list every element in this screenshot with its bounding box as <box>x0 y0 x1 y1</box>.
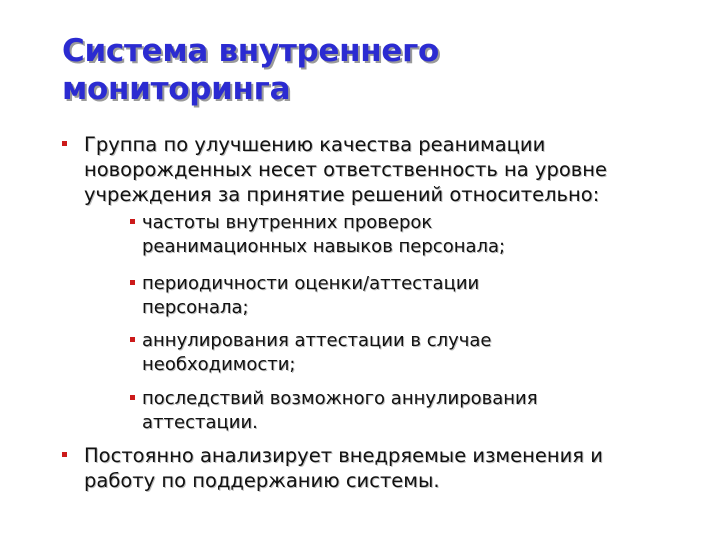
sub-bullet-text <box>142 272 479 320</box>
bullet-line: работу по поддержанию системы. <box>84 469 440 492</box>
square-bullet-icon <box>130 395 135 400</box>
title-line: мониторинга <box>62 71 291 107</box>
sub-bullet-item <box>130 272 479 320</box>
bullet-line: аттестации. <box>142 412 258 433</box>
slide-title <box>62 32 662 108</box>
bullet-line: реанимационных навыков персонала; <box>142 236 506 257</box>
square-bullet-icon <box>130 337 135 342</box>
square-bullet-icon <box>62 141 67 146</box>
bullet-line: новорожденных несет ответственность на уровне <box>84 158 608 181</box>
bullet-item <box>62 443 603 493</box>
sub-bullet-text <box>142 329 492 377</box>
bullet-line: необходимости; <box>142 354 296 375</box>
bullet-line: последствий возможного аннулирования <box>142 388 538 409</box>
bullet-text <box>84 132 607 207</box>
bullet-line: Постоянно анализирует внедряемые изменения и <box>84 444 603 467</box>
sub-bullet-item <box>130 329 492 377</box>
sub-bullet-item <box>130 211 505 259</box>
square-bullet-icon <box>130 280 135 285</box>
sub-bullet-item <box>130 387 538 435</box>
bullet-line: учреждения за принятие решений относительно: <box>84 183 600 206</box>
sub-bullet-text <box>142 387 538 435</box>
square-bullet-icon <box>62 452 67 457</box>
sub-bullet-text <box>142 211 505 259</box>
bullet-line: Группа по улучшению качества реанимации <box>84 133 546 156</box>
square-bullet-icon <box>130 219 135 224</box>
bullet-item <box>62 132 607 207</box>
bullet-line: частоты внутренних проверок <box>142 212 433 233</box>
bullet-text <box>84 443 603 493</box>
title-line: Система внутреннего <box>62 33 439 69</box>
bullet-line: персонала; <box>142 297 249 318</box>
bullet-line: периодичности оценки/аттестации <box>142 273 480 294</box>
bullet-line: аннулирования аттестации в случае <box>142 330 492 351</box>
